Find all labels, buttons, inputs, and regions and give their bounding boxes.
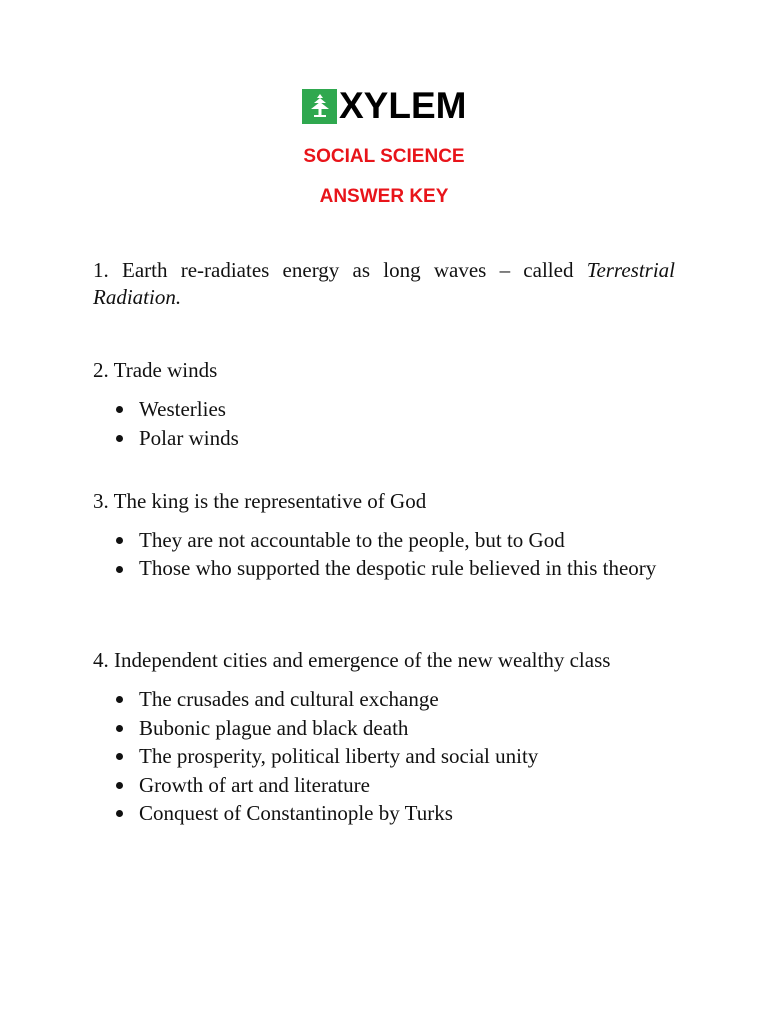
answer-1-term: Terrestrial Radiation. <box>93 258 675 309</box>
leaf-icon <box>302 89 337 124</box>
answer-3-points <box>93 526 675 582</box>
bullet-icon <box>116 810 123 817</box>
bullet-icon <box>116 696 123 703</box>
bullet-icon <box>116 782 123 789</box>
answer-4-heading: 4. Independent cities and emergence of the new wealthy class <box>93 648 611 672</box>
answer-2-points <box>93 395 675 452</box>
bullet-icon <box>116 566 123 573</box>
bullet-icon <box>116 753 123 760</box>
list-item: The prosperity, political liberty and social unity <box>93 742 675 771</box>
list-item: Bubonic plague and black death <box>93 714 675 743</box>
answer-4-points <box>93 685 675 828</box>
list-item: Conquest of Constantinople by Turks <box>93 799 675 828</box>
subject-title: SOCIAL SCIENCE <box>303 146 465 167</box>
list-item: Growth of art and literature <box>93 771 675 800</box>
bullet-icon <box>116 725 123 732</box>
xylem-logo <box>302 85 467 126</box>
list-item: Westerlies <box>93 395 675 424</box>
list-item: Polar winds <box>93 424 675 453</box>
answer-1 <box>93 257 675 311</box>
doc-type-title: ANSWER KEY <box>319 186 449 207</box>
answer-2-heading: 2. Trade winds <box>93 358 218 382</box>
bullet-icon <box>116 406 123 413</box>
bullet-icon <box>116 435 123 442</box>
answer-1-text: 1. Earth re-radiates energy as long waves – called <box>93 258 587 282</box>
bullet-icon <box>116 537 123 544</box>
answer-3-heading: 3. The king is the representative of God <box>93 489 427 513</box>
list-item: They are not accountable to the people, but to God <box>93 526 675 555</box>
brand-name: XYLEM <box>339 85 467 126</box>
list-item: The crusades and cultural exchange <box>93 685 675 714</box>
list-item: Those who supported the despotic rule believed in this theory <box>93 555 675 582</box>
